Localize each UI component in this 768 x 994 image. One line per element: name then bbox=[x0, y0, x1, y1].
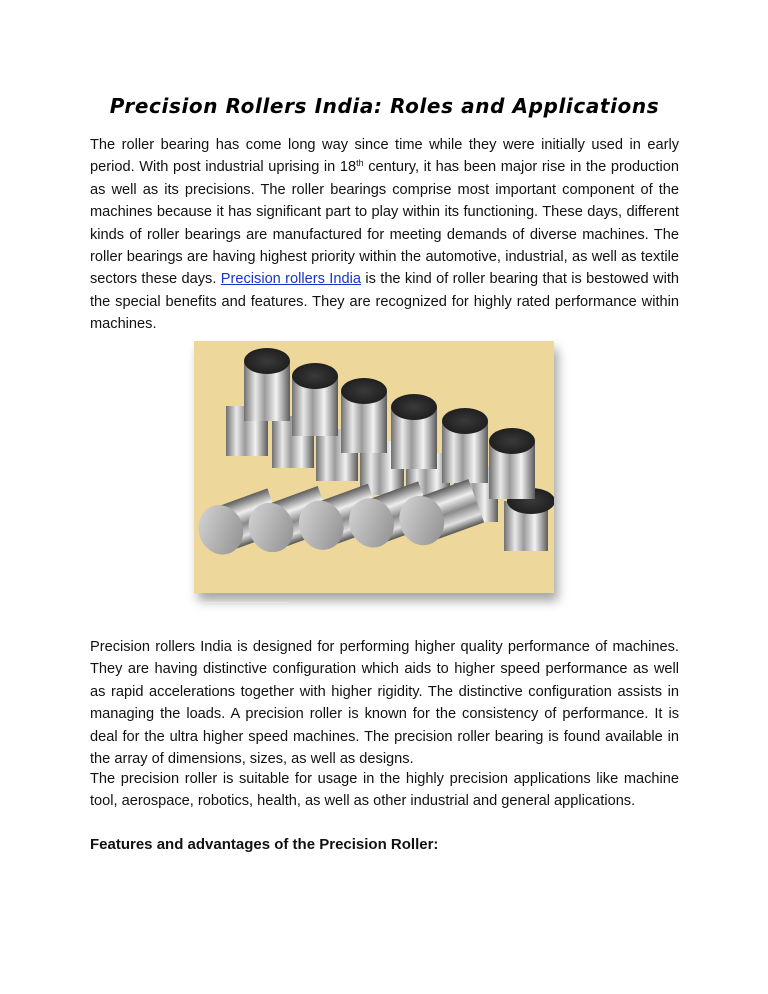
intro-paragraph bbox=[90, 134, 679, 336]
intro-text-part2: century, it has been major rise in the production as well as its precisions. The roller bearings comprise most important component of the machines because it has significant part to play within its functioning. These days, different kinds of roller bearings are manufactured for meeting demands of diverse machines. The roller bearings are having highest priority within the automotive, industrial, as well as textile sectors these days. bbox=[90, 159, 679, 288]
intro-text-part1: The roller bearing has come long way since time while they were initially used in early period. With post industrial uprising in 18 bbox=[90, 137, 679, 176]
rollers-illustration bbox=[194, 341, 554, 593]
figure-caption-line bbox=[200, 602, 288, 603]
features-heading: Features and advantages of the Precision Roller: bbox=[90, 836, 439, 853]
precision-rollers-india-link[interactable]: Precision rollers India bbox=[220, 271, 361, 288]
ordinal-superscript: th bbox=[356, 158, 364, 169]
rollers-image bbox=[194, 341, 554, 593]
document-title: Precision Rollers India: Roles and Applications bbox=[109, 94, 660, 118]
applications-paragraph: The precision roller is suitable for usage in the highly precision applications like machine tool, aerospace, robotics, health, as well as other industrial and general applications. bbox=[90, 771, 679, 810]
intro-text-part3: is the kind of roller bearing that is bestowed with the special benefits and features. They are recognized for highly rated performance within machines. bbox=[90, 271, 679, 333]
design-paragraph: Precision rollers India is designed for performing higher quality performance of machines. They are having distinctive configuration which aids to higher speed performance as well as rapid accelerations together with higher rigidity. The distinctive configuration assists in managing the loads. A precision roller is known for the consistency of performance. It is deal for the ultra higher speed machines. The precision roller bearing is found available in the array of dimensions, sizes, as well as designs. bbox=[90, 639, 679, 768]
